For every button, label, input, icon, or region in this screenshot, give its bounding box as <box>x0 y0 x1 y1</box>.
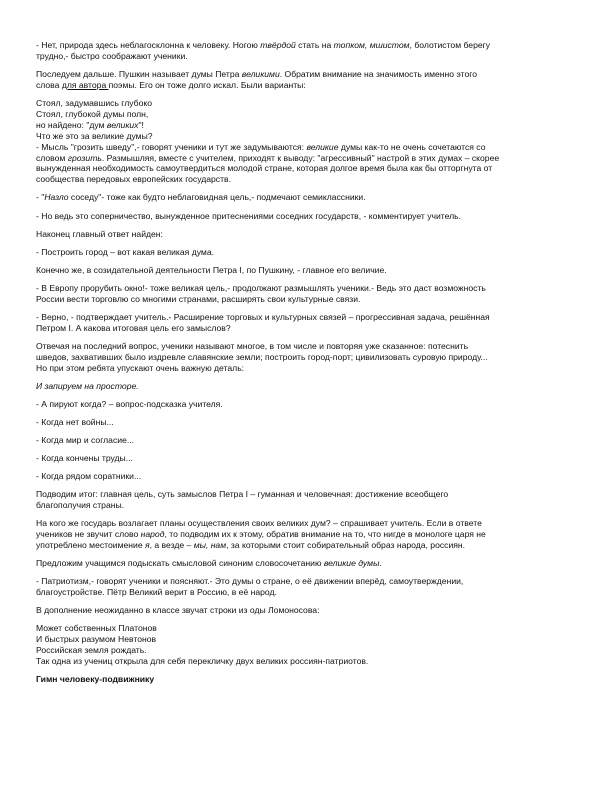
text-line <box>36 605 584 616</box>
text-run: На кого же государь возлагает планы осуществления своих великих дум? – спрашивает учитель. Если в ответе <box>36 518 482 529</box>
paragraph <box>36 312 584 334</box>
text-line <box>36 623 584 634</box>
text-run: . Размышляя, вместе с учителем, приходят к выводу: "агрессивный" настрой в этих думах – скорее <box>101 152 500 163</box>
text-run: учеников не звучит слово <box>36 529 141 540</box>
italic-text: грозить <box>67 152 102 163</box>
text-line <box>36 645 584 656</box>
text-line <box>36 323 584 334</box>
text-run: - Когда кончены труды... <box>36 453 133 464</box>
text-line <box>36 174 584 185</box>
paragraph <box>36 518 584 551</box>
paragraph <box>36 471 584 482</box>
text-run: шведов, захвативших было издревле славянские земли; построить город-порт; цивилизовать суровую природу... <box>36 351 488 362</box>
text-line <box>36 192 584 203</box>
text-line <box>36 634 584 645</box>
text-run: поэмы. Его он тоже долго искал. Были варианты: <box>108 79 306 90</box>
text-run: Стоял, глубокой думы полн, <box>36 108 149 119</box>
text-line <box>36 674 584 685</box>
text-line <box>36 153 584 164</box>
text-line <box>36 51 584 62</box>
text-run: - Патриотизм,- говорят ученики и поясняют.- Это думы о стране, о её движении вперёд, самоутверждении, <box>36 576 464 587</box>
text-run: Петром I. А какова итоговая цель его замыслов? <box>36 322 231 333</box>
text-line <box>36 229 584 240</box>
text-run: Подводим итог: главная цель, суть замыслов Петра I – гуманная и человечная: достижение всеобщего <box>36 489 449 500</box>
text-run: - Нет, природа здесь неблагосклонна к человеку. Ногою <box>36 40 261 50</box>
paragraph <box>36 435 584 446</box>
paragraph <box>36 98 584 142</box>
italic-text: мы, нам <box>193 540 227 551</box>
paragraph <box>36 229 584 240</box>
text-line <box>36 518 584 529</box>
text-line <box>36 540 584 551</box>
text-run: - Когда рядом соратники... <box>36 471 142 482</box>
text-run: - Мысль "грозить шведу",- говорят ученики и тут же задумываются: <box>36 141 307 152</box>
text-line <box>36 312 584 323</box>
text-line <box>36 363 584 374</box>
text-line <box>36 294 584 305</box>
text-run: , а везде – <box>149 540 194 551</box>
paragraph <box>36 576 584 598</box>
text-run: думы как-то не очень сочетаются со <box>338 141 486 152</box>
text-run: , болотистом берегу <box>409 40 491 50</box>
text-line <box>36 341 584 352</box>
paragraph <box>36 40 584 62</box>
text-run: Конечно же, в созидательной деятельности Петра I, по Пушкину, - главное его величие. <box>36 264 387 275</box>
text-run: - В Европу прорубить окно!- тоже великая цель,- продолжают размышлять ученики.- Ведь это даст возможность <box>36 282 486 293</box>
paragraph <box>36 558 584 569</box>
italic-text: великих <box>106 119 139 130</box>
text-line <box>36 80 584 91</box>
text-run: вынужденная необходимость самоутвердиться молодой стране, которая долгое время была как бы отторгнута от <box>36 163 493 174</box>
text-line <box>36 120 584 131</box>
italic-text: великие думы <box>323 558 380 569</box>
text-line <box>36 98 584 109</box>
text-line <box>36 576 584 587</box>
text-line <box>36 352 584 363</box>
text-run: , за которыми стоит собирательный образ народа, россиян. <box>226 540 466 551</box>
text-line <box>36 381 584 392</box>
text-run: - Верно, - подтверждает учитель.- Расширение торговых и культурных связей – прогрессивная задача, решённая <box>36 311 490 322</box>
text-line <box>36 587 584 598</box>
text-run: . Обратим внимание на значимость именно этого <box>279 69 477 79</box>
text-run: соседу"- тоже как будто неблаговидная цель,- подмечают семиклассники. <box>68 192 366 203</box>
text-run: Что же это за великие думы? <box>36 130 153 141</box>
text-run: Предложим учащимся подыскать смысловой синоним словосочетанию <box>36 558 324 569</box>
italic-text: народ <box>140 529 165 540</box>
text-run: , то подводим их к этому, обратив внимание на то, что нигде в монологе царя не <box>164 529 486 540</box>
text-line <box>36 283 584 294</box>
text-line <box>36 471 584 482</box>
italic-text: великие <box>306 141 339 152</box>
paragraph <box>36 142 584 186</box>
text-run: Российская земля рождать. <box>36 645 147 656</box>
text-run: Так одна из учениц открыла для себя перекличку двух великих россиян-патриотов. <box>36 656 369 667</box>
paragraph <box>36 192 584 203</box>
paragraph <box>36 211 584 222</box>
italic-text: я <box>145 540 150 551</box>
section-heading: Гимн человеку-подвижнику <box>36 674 155 685</box>
paragraph <box>36 453 584 464</box>
underlined-text: для автора <box>61 79 109 90</box>
text-run: России вести торговлю со многими странами, расширять свои культурные связи. <box>36 293 361 304</box>
text-line <box>36 163 584 174</box>
text-run: . <box>379 558 382 569</box>
text-line <box>36 265 584 276</box>
paragraph <box>36 247 584 258</box>
paragraph <box>36 489 584 511</box>
text-line <box>36 69 584 80</box>
text-run: употреблено местоимение <box>36 540 145 551</box>
text-line <box>36 529 584 540</box>
text-run: Последуем дальше. Пушкин называет думы Петра <box>36 69 242 79</box>
text-run: трудно,- быстро соображают ученики. <box>36 50 188 61</box>
text-run: "! <box>138 119 144 130</box>
paragraph <box>36 623 584 667</box>
text-run: Может собственных Платонов <box>36 623 157 634</box>
text-run: слова <box>36 79 62 90</box>
italic-text: И запируем на просторе. <box>36 380 139 391</box>
text-line <box>36 453 584 464</box>
italic-text: твёрдой <box>260 40 296 50</box>
italic-text: Назло <box>44 192 69 203</box>
text-run: словом <box>36 152 68 163</box>
text-line <box>36 40 584 51</box>
paragraph <box>36 605 584 616</box>
paragraph <box>36 417 584 428</box>
text-run: Но при этом ребята упускают очень важную деталь: <box>36 362 245 373</box>
text-run: Наконец главный ответ найден: <box>36 228 163 239</box>
text-run: благоустройстве. Пётр Великий верит в Россию, в её народ. <box>36 587 277 598</box>
italic-text: великими <box>241 69 280 79</box>
text-run: - А пируют когда? – вопрос-подсказка учителя. <box>36 398 223 409</box>
text-run: - Когда нет войны... <box>36 417 114 427</box>
text-run: В дополнение неожиданно в классе звучат строки из оды Ломоносова: <box>36 605 320 616</box>
text-run: И быстрых разумом Невтонов <box>36 634 157 645</box>
text-run: - Построить город – вот какая великая дума. <box>36 246 214 257</box>
paragraph <box>36 674 584 685</box>
text-line <box>36 417 584 428</box>
text-run: Отвечая на последний вопрос, ученики называют многое, в том числе и повторяя уже сказанное: потеснить <box>36 340 469 351</box>
text-line <box>36 435 584 446</box>
text-run: - " <box>36 192 45 203</box>
text-run: сообщества передовых европейских государств. <box>36 174 231 185</box>
paragraph <box>36 69 584 91</box>
text-line <box>36 142 584 153</box>
text-line <box>36 131 584 142</box>
text-run: - Но ведь это соперничество, вынужденное притеснениями соседних государств, - комментирует учитель. <box>36 210 461 221</box>
paragraph <box>36 341 584 374</box>
text-line <box>36 247 584 258</box>
text-line <box>36 489 584 500</box>
text-run: - Когда мир и согласие... <box>36 435 134 446</box>
paragraph <box>36 399 584 410</box>
text-line <box>36 656 584 667</box>
text-line <box>36 500 584 511</box>
text-run: стать на <box>295 40 334 50</box>
text-line <box>36 558 584 569</box>
text-run: благополучия страны. <box>36 500 125 511</box>
paragraph <box>36 283 584 305</box>
italic-text: топком, мшистом <box>333 40 410 50</box>
paragraph <box>36 265 584 276</box>
text-run: Стоял, задумавшись глубоко <box>36 98 153 108</box>
text-line <box>36 109 584 120</box>
text-run: но найдено: "дум <box>36 119 107 130</box>
text-line <box>36 211 584 222</box>
text-line <box>36 399 584 410</box>
paragraph <box>36 381 584 392</box>
